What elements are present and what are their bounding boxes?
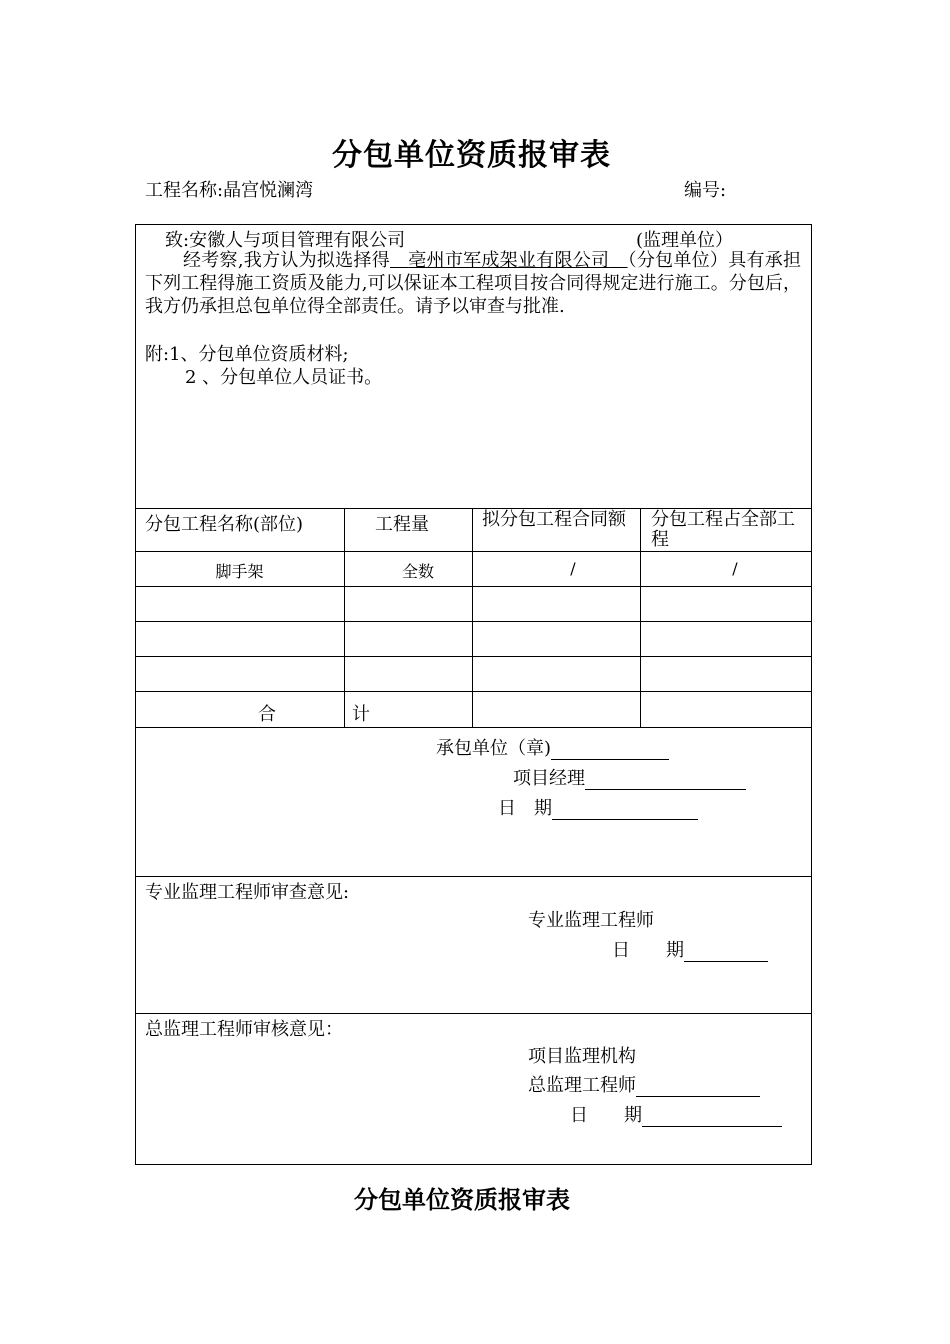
- para-prefix: 经考察,我方认为拟选择得: [183, 250, 390, 271]
- project-manager-line: [513, 764, 746, 790]
- col-divider: [472, 508, 473, 727]
- subcontractor-name-text: 亳州市军成架业有限公司: [408, 250, 610, 271]
- signature-line: [585, 771, 746, 790]
- signature-line: [552, 801, 698, 820]
- header-quantity: 工程量: [375, 514, 429, 535]
- chief-date-line: [570, 1101, 782, 1127]
- page-title: 分包单位资质报审表: [332, 138, 611, 173]
- supervision-org-label: 项目监理机构: [528, 1046, 636, 1067]
- specialist-heading: 专业监理工程师审查意见:: [145, 882, 350, 903]
- row-divider: [135, 586, 811, 587]
- row-divider: [135, 656, 811, 657]
- header-work-name: 分包工程名称(部位): [145, 514, 304, 535]
- section-divider: [135, 1013, 811, 1014]
- specialist-engineer-label: 专业监理工程师: [528, 910, 654, 931]
- specialist-date-label: 日 期: [612, 940, 684, 961]
- contractor-date-label: 日 期: [498, 798, 552, 819]
- attachment-1: 附:1、分包单位资质材料;: [145, 344, 349, 365]
- total-label-b: 计: [352, 704, 370, 725]
- chief-date-label: 日 期: [570, 1105, 642, 1126]
- specialist-date-line: [612, 936, 768, 962]
- chief-engineer-label: 总监理工程师: [528, 1075, 636, 1096]
- table-cell: /: [570, 559, 576, 578]
- application-paragraph: [145, 249, 801, 318]
- recipient-role: (监理单位）: [636, 230, 734, 251]
- col-divider: [640, 508, 641, 727]
- table-cell: 脚手架: [215, 562, 264, 581]
- recipient-line: 致:安徽人与项目管理有限公司: [165, 230, 406, 251]
- row-divider: [135, 621, 811, 622]
- row-divider: [135, 551, 811, 552]
- header-contract-amount: 拟分包工程合同额: [482, 509, 626, 530]
- table-bottom-border: [135, 727, 811, 728]
- chief-heading: 总监理工程师审核意见：: [145, 1019, 343, 1040]
- subcontractor-name: [390, 250, 628, 271]
- table-cell: /: [732, 559, 738, 578]
- total-label-a: 合: [258, 704, 276, 725]
- project-name: 工程名称:晶宫悦澜湾: [145, 180, 314, 201]
- signature-line: [551, 741, 669, 760]
- col-divider: [344, 508, 345, 727]
- row-divider: [135, 691, 811, 692]
- header-percentage: 分包工程占全部工程: [651, 509, 795, 550]
- section-divider: [135, 876, 811, 877]
- signature-line: [684, 943, 768, 962]
- number-label: 编号:: [684, 180, 727, 201]
- contractor-unit-label: 承包单位（章): [436, 738, 552, 759]
- contractor-date-line: [498, 794, 698, 820]
- signature-line: [636, 1078, 760, 1097]
- para-rest: （分包单位）具有承担下列工程得施工资质及能力,可以保证本工程项目按合同得规定进行施工。分包后，我方仍承担总包单位得全部责任。请予以审查与批准.: [145, 250, 802, 317]
- project-manager-label: 项目经理: [513, 768, 585, 789]
- contractor-unit-line: [436, 734, 669, 760]
- table-cell: 全数: [401, 562, 434, 581]
- chief-engineer-line: [528, 1071, 760, 1097]
- signature-line: [642, 1108, 782, 1127]
- footer-title: 分包单位资质报审表: [354, 1185, 570, 1214]
- attachment-2: 2 、分包单位人员证书。: [185, 367, 383, 388]
